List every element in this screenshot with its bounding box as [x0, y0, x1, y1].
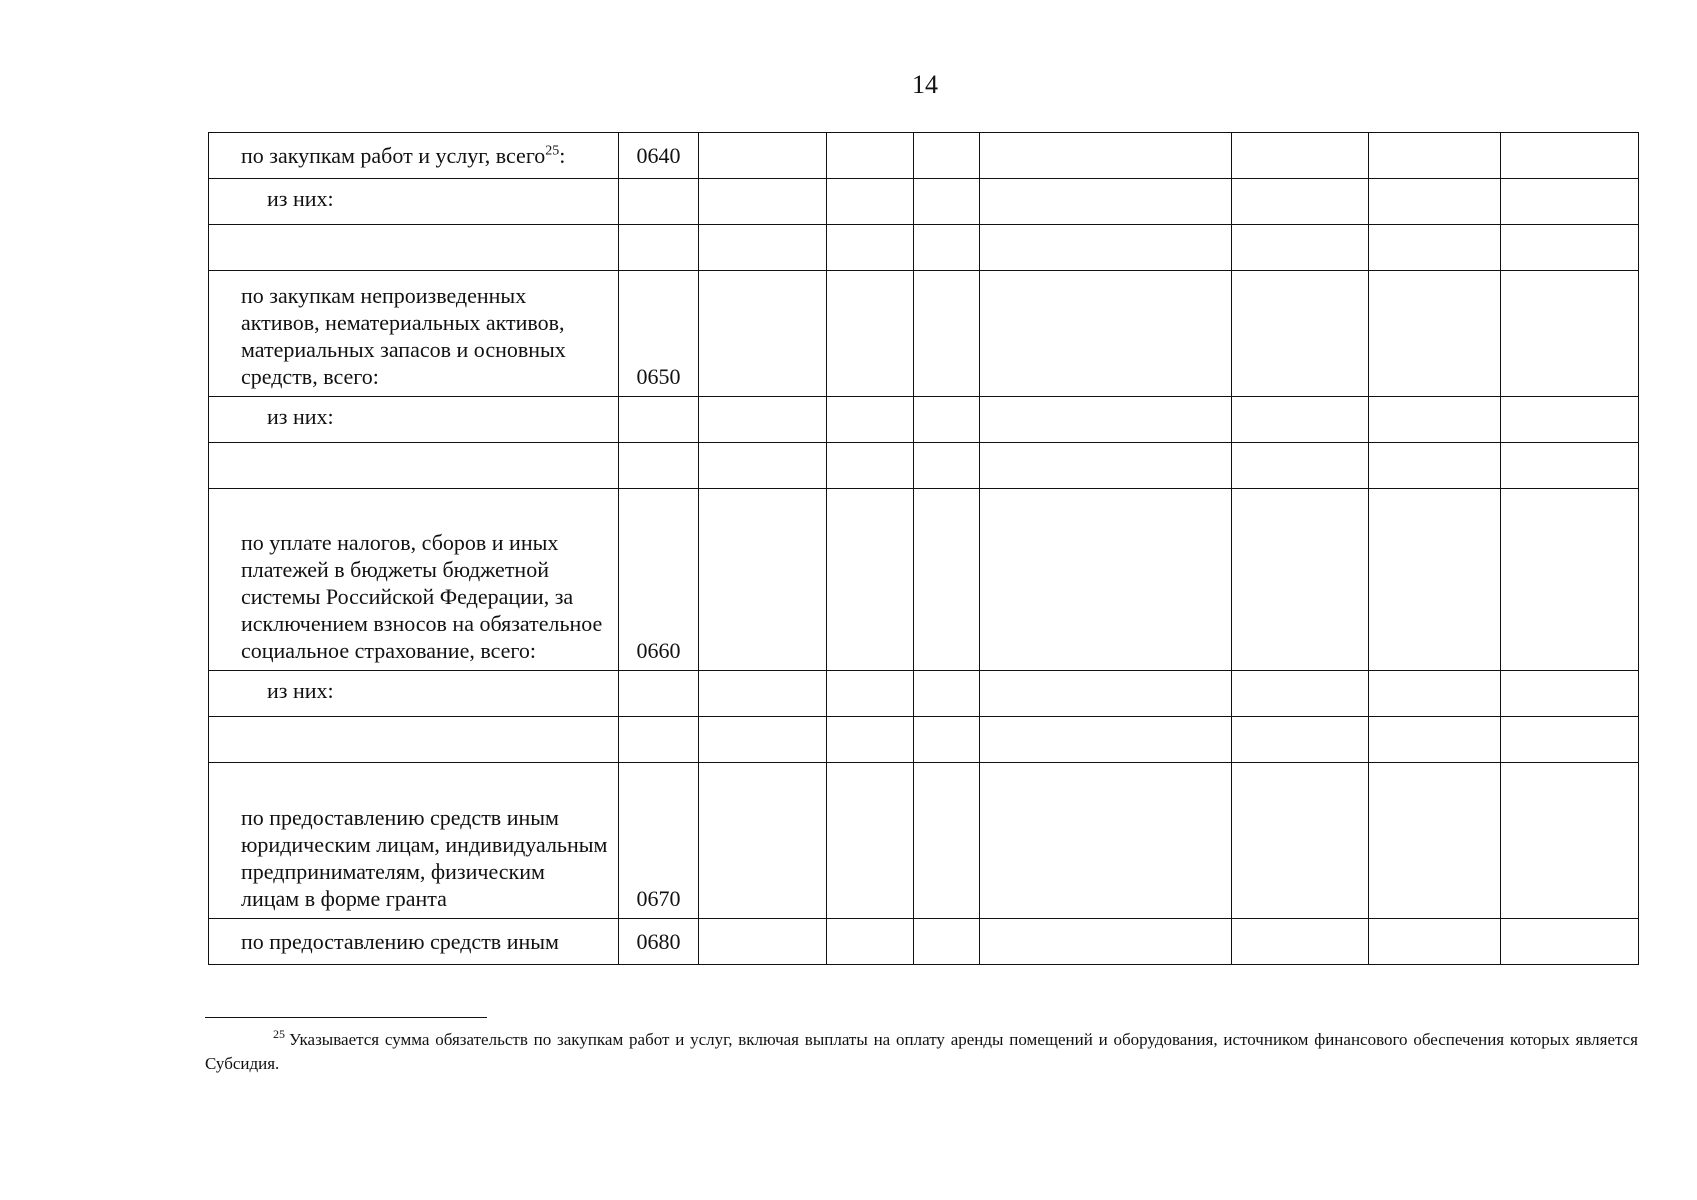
table-cell — [1501, 671, 1639, 717]
table-cell — [1501, 489, 1639, 671]
row-code: 0660 — [619, 489, 699, 671]
table-cell — [1369, 489, 1501, 671]
table-cell — [827, 443, 914, 489]
row-label: по предоставлению средств иным юридическим лицам, индивидуальным предпринимателям, физическим лицам в форме гранта — [209, 763, 619, 919]
table-cell — [699, 919, 827, 965]
table-cell — [1501, 179, 1639, 225]
table-cell — [914, 225, 980, 271]
footnote-number: 25 — [273, 1027, 285, 1042]
table-cell — [1369, 133, 1501, 179]
row-code — [619, 397, 699, 443]
table-cell — [1501, 443, 1639, 489]
table-row — [209, 763, 1639, 919]
table-cell — [1232, 225, 1369, 271]
table-cell — [1501, 763, 1639, 919]
obligations-table — [208, 132, 1639, 965]
table-cell — [914, 397, 980, 443]
table-cell — [914, 489, 980, 671]
row-label: из них: — [209, 179, 619, 225]
table-cell — [827, 717, 914, 763]
table-cell — [1232, 271, 1369, 397]
row-label: по закупкам непроизведенных активов, нематериальных активов, материальных запасов и основных средств, всего: — [209, 271, 619, 397]
table-cell — [1501, 225, 1639, 271]
table-cell — [699, 717, 827, 763]
table-cell — [827, 671, 914, 717]
table-row — [209, 397, 1639, 443]
table-cell — [980, 133, 1232, 179]
table-cell — [1369, 717, 1501, 763]
table-cell — [980, 271, 1232, 397]
table-cell — [914, 671, 980, 717]
table-cell — [980, 671, 1232, 717]
table-cell — [1369, 919, 1501, 965]
table-row — [209, 225, 1639, 271]
table-cell — [914, 763, 980, 919]
table-cell — [699, 489, 827, 671]
table-cell — [827, 397, 914, 443]
page-number: 14 — [912, 70, 938, 99]
table-cell — [980, 225, 1232, 271]
table-cell — [1232, 763, 1369, 919]
table-cell — [1232, 919, 1369, 965]
table-row — [209, 489, 1639, 671]
footnote-divider — [205, 1017, 487, 1018]
table-cell — [699, 443, 827, 489]
table-cell — [1501, 271, 1639, 397]
table-cell — [1369, 443, 1501, 489]
row-code: 0640 — [619, 133, 699, 179]
table-cell — [1369, 397, 1501, 443]
table-cell — [827, 179, 914, 225]
table-row — [209, 133, 1639, 179]
table-cell — [699, 397, 827, 443]
table-cell — [1369, 671, 1501, 717]
row-label: из них: — [209, 397, 619, 443]
table-cell — [1232, 179, 1369, 225]
table-row — [209, 271, 1639, 397]
table-cell — [1501, 919, 1639, 965]
footnote-ref: 25 — [545, 143, 560, 159]
table-cell — [1501, 717, 1639, 763]
row-label: по уплате налогов, сборов и иных платежей в бюджеты бюджетной системы Российской Федерации, за исключением взносов на обязательное социальное страхование, всего: — [209, 489, 619, 671]
table-cell — [980, 717, 1232, 763]
row-code: 0680 — [619, 919, 699, 965]
table-row — [209, 919, 1639, 965]
table-row — [209, 671, 1639, 717]
table-cell — [914, 271, 980, 397]
table-cell — [1232, 717, 1369, 763]
row-label: по закупкам работ и услуг, всего$^{25}$: — [209, 133, 619, 179]
table-cell — [1232, 443, 1369, 489]
row-code — [619, 225, 699, 271]
table-cell — [699, 271, 827, 397]
table-cell — [1369, 763, 1501, 919]
table-cell — [980, 179, 1232, 225]
table-cell — [1369, 271, 1501, 397]
table-cell — [980, 919, 1232, 965]
table-cell — [914, 133, 980, 179]
row-code: 0670 — [619, 763, 699, 919]
table-row — [209, 717, 1639, 763]
table-cell — [1232, 671, 1369, 717]
row-label — [209, 443, 619, 489]
table-cell — [1501, 397, 1639, 443]
table-row — [209, 443, 1639, 489]
table-cell — [914, 179, 980, 225]
table-cell — [699, 763, 827, 919]
table-cell — [699, 133, 827, 179]
table-cell — [980, 397, 1232, 443]
table-cell — [827, 225, 914, 271]
table-cell — [980, 443, 1232, 489]
table-cell — [827, 489, 914, 671]
table-cell — [980, 763, 1232, 919]
table-cell — [1232, 133, 1369, 179]
table-row — [209, 179, 1639, 225]
table-cell — [1501, 133, 1639, 179]
row-code: 0650 — [619, 271, 699, 397]
row-code — [619, 717, 699, 763]
table-cell — [1369, 225, 1501, 271]
row-label — [209, 225, 619, 271]
table-cell — [699, 179, 827, 225]
row-code — [619, 179, 699, 225]
footnote — [205, 1028, 1638, 1076]
table-cell — [827, 271, 914, 397]
table-cell — [827, 133, 914, 179]
row-label — [209, 717, 619, 763]
table-cell — [1369, 179, 1501, 225]
table-cell — [914, 919, 980, 965]
row-code — [619, 443, 699, 489]
table-cell — [827, 763, 914, 919]
table-cell — [914, 717, 980, 763]
table-cell — [1232, 397, 1369, 443]
footnote-text: Указывается сумма обязательств по закупкам работ и услуг, включая выплаты на оплату аренды помещений и оборудования, источником финансового обеспечения которых является Субсидия. — [205, 1030, 1638, 1073]
row-label: по предоставлению средств иным — [209, 919, 619, 965]
table-cell — [699, 225, 827, 271]
table-cell — [827, 919, 914, 965]
table-cell — [980, 489, 1232, 671]
row-label: из них: — [209, 671, 619, 717]
table-cell — [914, 443, 980, 489]
table-cell — [699, 671, 827, 717]
table-cell — [1232, 489, 1369, 671]
row-code — [619, 671, 699, 717]
